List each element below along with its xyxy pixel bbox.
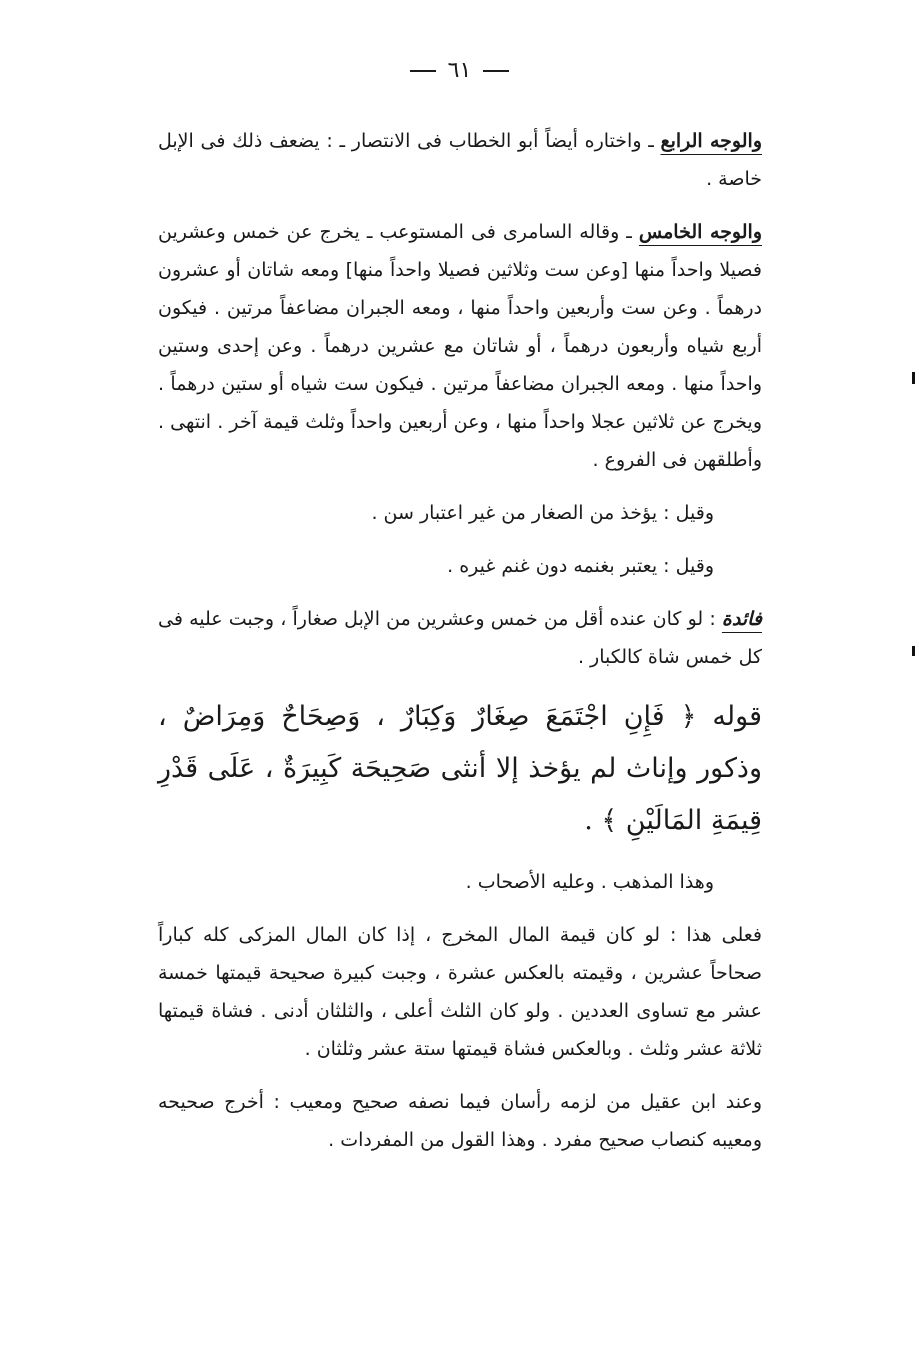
dash-right (483, 70, 509, 72)
text-fourth-aspect: ـ واختاره أيضاً أبو الخطاب فى الانتصار ـ : يضعف ذلك فى الإبل خاصة . (158, 130, 762, 190)
paragraph-fourth-aspect (158, 122, 762, 198)
paragraph-ibn-aqil: وعند ابن عقيل من لزمه رأسان فيما نصفه صحيح ومعيب : أخرج صحيحه ومعيبه كنصاب صحيح مفرد . وهذا القول من المفردات . (158, 1091, 762, 1151)
heading-fifth-aspect: والوجه الخامس (638, 221, 762, 243)
dash-left (410, 70, 436, 72)
paragraph-calculation: فعلى هذا : لو كان قيمة المال المخرج ، إذا كان المال المزكى كله كباراً صحاحاً عشرين ، وقيمته بالعكس عشرة ، وجبت كبيرة صحيحة قيمتها خمسة عشر مع تساوى العددين . ولو كان الثلث أعلى ، والثلثان أدنى . فشاة قيمتها ثلاثة عشر وثلث . وبالعكس فشاة قيمتها ستة عشر وثلثان . (158, 924, 762, 1060)
paragraph-qil-2: وقيل : يعتبر بغنمه دون غنم غيره . (447, 555, 714, 577)
page-number-text: ٦١ (447, 58, 472, 83)
scan-mark (912, 372, 915, 384)
paragraph-fifth-aspect (158, 213, 762, 479)
paragraph-qil-1: وقيل : يؤخذ من الصغار من غير اعتبار سن . (371, 502, 714, 524)
page-number (0, 58, 919, 83)
page-content (158, 122, 762, 1174)
quoted-text-large: قوله ﴿ فَإِنِ اجْتَمَعَ صِغَارٌ وَكِبَارٌ ، وَصِحَاحٌ وَمِرَاضٌ ، وذكور وإناث لم يؤخذ إلا أنثى صَحِيحَة كَبِيرَةٌ ، عَلَى قَدْرِ قِيمَةِ المَالَيْنِ ﴾ . (158, 701, 762, 836)
scan-mark (912, 646, 915, 656)
paragraph-madhhab: وهذا المذهب . وعليه الأصحاب . (465, 871, 714, 893)
heading-faida: فائدة (721, 608, 762, 630)
text-faida: : لو كان عنده أقل من خمس وعشرين من الإبل صغاراً ، وجبت عليه فى كل خمس شاة كالكبار . (158, 608, 762, 668)
text-fifth-aspect: ـ وقاله السامرى فى المستوعب ـ يخرج عن خمس وعشرين فصيلا واحداً منها [وعن ست وثلاثين فصيلا واحداً منها] ومعه شاتان أو عشرون درهماً . وعن ست وأربعين واحداً منها ، ومعه الجبران مضاعفاً مرتين . فيكون أربع شياه وأربعون درهماً ، أو شاتان مع عشرين درهماً . وعن إحدى وستين واحداً منها . ومعه الجبران مضاعفاً مرتين . فيكون ست شياه أو ستين درهماً . ويخرج عن ثلاثين عجلا واحداً منها ، وعن أربعين واحداً وثلث قيمة آخر . انتهى . وأطلقهن فى الفروع . (158, 221, 762, 471)
heading-fourth-aspect: والوجه الرابع (660, 130, 762, 152)
paragraph-faida (158, 600, 762, 676)
